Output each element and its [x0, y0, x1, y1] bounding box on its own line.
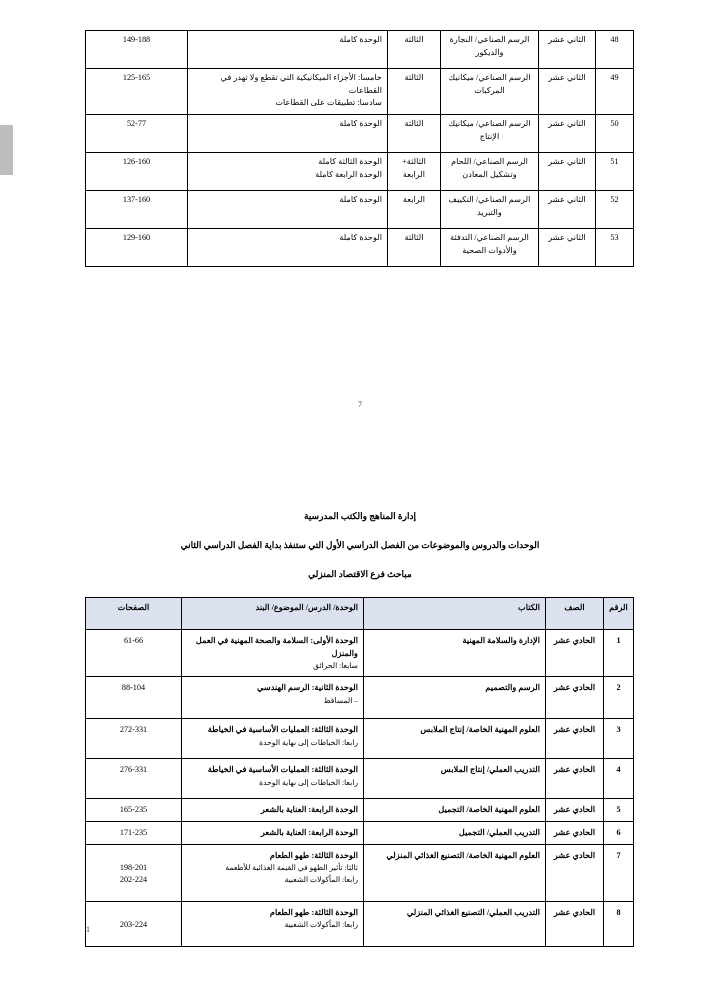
- row-grade: الحادي عشر: [546, 759, 604, 799]
- unit-title: الوحدة الثالثة: طهو الطعام: [269, 907, 358, 917]
- row-pages: 149-188: [86, 31, 188, 69]
- table-header-row: [86, 598, 634, 630]
- row-book: العلوم المهنية الخاصة/ التصنيع الغذائي المنزلي: [364, 844, 546, 901]
- unit-title: الوحدة الثانية: الرسم الهندسي: [257, 683, 358, 693]
- row-pages: [86, 719, 182, 759]
- row-grade: الثاني عشر: [539, 229, 596, 267]
- row-book: العلوم المهنية الخاصة/ التجميل: [364, 799, 546, 822]
- curriculum-table-continued: [85, 30, 634, 267]
- row-grade: الحادي عشر: [546, 821, 604, 844]
- row-topic: الوحدة الثالثة كاملة الوحدة الرابعة كاملة: [188, 153, 388, 191]
- row-number: 4: [604, 759, 634, 799]
- row-number: 48: [596, 31, 634, 69]
- row-unit: الثالثة: [388, 31, 441, 69]
- bottom-table-head: [86, 598, 634, 630]
- row-unit: [182, 799, 364, 822]
- bottom-table-body: [86, 630, 634, 947]
- row-pages: [86, 821, 182, 844]
- row-pages: 126-160: [86, 153, 188, 191]
- row-number: 1: [604, 630, 634, 677]
- row-book: التدريب العملي/ التجميل: [364, 821, 546, 844]
- row-topic: الوحدة كاملة: [188, 191, 388, 229]
- row-grade: الثاني عشر: [539, 153, 596, 191]
- row-book: الرسم الصناعي/ التكييف والتبريد: [441, 191, 539, 229]
- row-number: 53: [596, 229, 634, 267]
- unit-title: الوحدة الثالثة: طهو الطعام: [269, 850, 358, 860]
- table-row: [86, 677, 634, 719]
- row-topic: الوحدة كاملة: [188, 31, 388, 69]
- row-pages: 52-77: [86, 115, 188, 153]
- row-number: 6: [604, 821, 634, 844]
- row-book: الرسم الصناعي/ ميكانيك المركبات: [441, 69, 539, 115]
- unit-subitems: رابعا: الخياطات إلى نهاية الوحدة: [259, 777, 358, 787]
- row-grade: الحادي عشر: [546, 901, 604, 946]
- row-grade: الثاني عشر: [539, 69, 596, 115]
- page-range: 276-331: [119, 765, 148, 775]
- heading-subtitle: الوحدات والدروس والموضوعات من الفصل الدراسي الأول التي ستنفذ بداية الفصل الدراسي الثاني: [180, 540, 540, 550]
- page-range: 198-201: [119, 862, 148, 872]
- row-grade: الثاني عشر: [539, 191, 596, 229]
- row-number: 50: [596, 115, 634, 153]
- unit-title: الوحدة الثالثة: العمليات الأساسية في الخياطة: [207, 725, 358, 735]
- row-pages: [86, 759, 182, 799]
- row-pages: 129-160: [86, 229, 188, 267]
- row-number: 49: [596, 69, 634, 115]
- row-number: 3: [604, 719, 634, 759]
- page-range: 171-235: [119, 827, 148, 837]
- unit-subitems: رابعا: الخياطات إلى نهاية الوحدة: [259, 737, 358, 747]
- header-unit: الوحدة/ الدرس/ الموضوع/ البند: [182, 598, 364, 630]
- table-row: [86, 844, 634, 901]
- row-book: العلوم المهنية الخاصة/ إنتاج الملابس: [364, 719, 546, 759]
- row-unit: [182, 759, 364, 799]
- table-row: [86, 69, 634, 115]
- table-row: [86, 630, 634, 677]
- row-book: الرسم الصناعي/ ميكانيك الإنتاج: [441, 115, 539, 153]
- table-row: [86, 901, 634, 946]
- row-number: 51: [596, 153, 634, 191]
- page-range: 61-66: [123, 636, 144, 645]
- row-pages: [86, 901, 182, 946]
- row-number: 7: [604, 844, 634, 901]
- page-range: 203-224: [119, 919, 148, 929]
- page-folio-bottom: 1: [86, 925, 90, 934]
- header-pages: الصفحات: [86, 598, 182, 630]
- top-table-body: [86, 31, 634, 267]
- row-unit: الثالثة: [388, 229, 441, 267]
- row-unit: الثالثة+ الرابعة: [388, 153, 441, 191]
- row-unit: الرابعة: [388, 191, 441, 229]
- row-grade: الحادي عشر: [546, 677, 604, 719]
- row-pages: [86, 844, 182, 901]
- unit-title: الوحدة الثالثة: العمليات الأساسية في الخياطة: [207, 765, 358, 775]
- row-unit: [182, 901, 364, 946]
- unit-subitems: رابعا: المأكولات الشعبية: [284, 920, 358, 930]
- row-number: 8: [604, 901, 634, 946]
- row-topic: الوحدة كاملة: [188, 115, 388, 153]
- row-pages: [86, 677, 182, 719]
- row-unit: [182, 677, 364, 719]
- curriculum-table-home-economics: [85, 597, 634, 947]
- table-row: [86, 719, 634, 759]
- header-book: الكتاب: [364, 598, 546, 630]
- row-unit: [182, 719, 364, 759]
- page-range: 165-235: [119, 805, 148, 815]
- row-unit: [182, 844, 364, 901]
- row-number: 2: [604, 677, 634, 719]
- unit-title: الوحدة الرابعة: العناية بالشعر: [260, 805, 358, 815]
- row-pages: [86, 799, 182, 822]
- page-spacer: [91, 907, 176, 919]
- row-book: الرسم الصناعي/ اللحام وتشكيل المعادن: [441, 153, 539, 191]
- page-range: 202-224: [119, 875, 148, 885]
- heading-department: إدارة المناهج والكتب المدرسية: [304, 511, 416, 521]
- row-grade: الحادي عشر: [546, 719, 604, 759]
- row-grade: الثاني عشر: [539, 115, 596, 153]
- row-grade: الحادي عشر: [546, 630, 604, 677]
- page-folio-top: 7: [358, 400, 362, 409]
- row-unit: الثالثة: [388, 69, 441, 115]
- page-spacer: [91, 850, 176, 862]
- table-row: [86, 759, 634, 799]
- row-book: الرسم الصناعي/ التدفئة والأدوات الصحية: [441, 229, 539, 267]
- row-unit: الثالثة: [388, 115, 441, 153]
- unit-title: الوحدة الرابعة: العناية بالشعر: [260, 827, 358, 837]
- table-row: [86, 153, 634, 191]
- unit-subitems: – المساقط: [323, 695, 358, 705]
- page-range: 272-331: [119, 725, 148, 735]
- table-row: [86, 799, 634, 822]
- top-table-container: [86, 30, 634, 267]
- table-row: [86, 229, 634, 267]
- unit-subitems: سابعا: الحرائق: [313, 661, 358, 671]
- table-row: [86, 115, 634, 153]
- row-grade: الحادي عشر: [546, 844, 604, 901]
- header-number: الرقم: [604, 598, 634, 630]
- table-row: [86, 821, 634, 844]
- unit-title: الوحدة الأولى: السلامة والصحة المهنية في العمل والمنزل: [195, 636, 358, 658]
- table-row: [86, 191, 634, 229]
- row-grade: الثاني عشر: [539, 31, 596, 69]
- row-pages: 125-165: [86, 69, 188, 115]
- unit-subitems: ثالثا: تأثير الطهو في القيمة الغذائية للأطعمة رابعا: المأكولات الشعبية: [225, 863, 358, 885]
- row-pages: 137-160: [86, 191, 188, 229]
- row-number: 52: [596, 191, 634, 229]
- row-book: التدريب العملي/ التصنيع الغذائي المنزلي: [364, 901, 546, 946]
- heading-branch: مباحث فرع الاقتصاد المنزلي: [308, 569, 412, 579]
- headings-block: [0, 511, 720, 580]
- row-book: الرسم والتصميم: [364, 677, 546, 719]
- row-number: 5: [604, 799, 634, 822]
- bottom-table-container: [86, 597, 634, 947]
- row-topic: خامسا: الأجزاء الميكانيكية التي تقطع ولا تهدر في القطاعات سادسا: تطبيقات على القطاعات: [188, 69, 388, 115]
- table-row: [86, 31, 634, 69]
- row-pages: [86, 630, 182, 677]
- header-grade: الصف: [546, 598, 604, 630]
- row-book: التدريب العملي/ إنتاج الملابس: [364, 759, 546, 799]
- page-range: 88-104: [121, 683, 146, 693]
- row-grade: الحادي عشر: [546, 799, 604, 822]
- left-edge-marker: [0, 125, 13, 175]
- row-book: الرسم الصناعي/ النجارة والديكور: [441, 31, 539, 69]
- row-topic: الوحدة كاملة: [188, 229, 388, 267]
- row-book: الإدارة والسلامة المهنية: [364, 630, 546, 677]
- row-unit: [182, 630, 364, 677]
- row-unit: [182, 821, 364, 844]
